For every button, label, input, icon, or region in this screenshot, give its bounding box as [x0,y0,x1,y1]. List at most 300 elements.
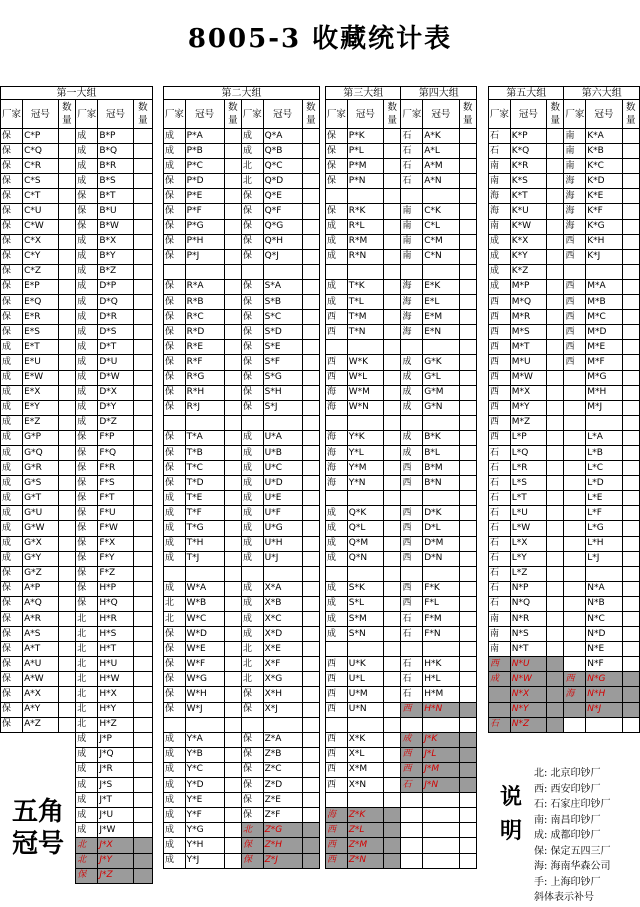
cell-qty [459,491,476,506]
cell-crown: M*R [510,310,546,325]
cell-factory: 西 [326,838,348,853]
cell-factory: 保 [164,687,186,702]
cell-crown: F*U [98,506,133,521]
cell-factory: 保 [76,189,98,204]
cell-factory: 海 [401,295,423,310]
cell-qty [384,536,401,551]
table-row [164,581,320,596]
cell-qty [622,340,639,355]
cell-factory: 保 [164,657,186,672]
cell-factory: 西 [401,581,423,596]
cell-factory: 海 [326,430,348,445]
column-header-factory: 厂家 [164,100,186,129]
cell-crown: E*K [423,279,459,294]
cell-factory: 石 [489,581,511,596]
cell-qty [224,747,241,762]
cell-qty [302,566,319,581]
cell-qty [133,868,152,883]
cell-factory: 石 [401,612,423,627]
column-header-crown: 冠号 [347,100,383,129]
cell-factory: 保 [1,295,23,310]
cell-factory: 南 [489,219,511,234]
cell-qty [58,234,76,249]
cell-crown: E*N [423,325,459,340]
cell-qty [459,793,476,808]
cell-factory: 成 [241,596,263,611]
cell-factory: 成 [76,279,98,294]
cell-factory: 北 [241,823,263,838]
cell-factory: 西 [489,657,511,672]
cell-factory: 成 [164,778,186,793]
cell-crown: E*L [423,295,459,310]
cell-crown: T*M [347,310,383,325]
cell-factory [489,702,511,717]
cell-factory: 成 [1,400,23,415]
cell-crown: K*H [586,234,622,249]
cell-factory: 成 [401,445,423,460]
cell-qty [58,762,76,777]
cell-qty [547,657,564,672]
cell-crown: Z*E [263,793,302,808]
cell-factory: 成 [76,732,98,747]
cell-factory [401,189,423,204]
cell-crown: R*L [347,219,383,234]
cell-factory [241,566,263,581]
table-row [1,340,153,355]
cell-qty [459,461,476,476]
table-row [489,521,640,536]
cell-crown: P*G [185,219,224,234]
table-row [1,159,153,174]
cell-crown [423,491,459,506]
cell-crown: A*T [23,642,58,657]
table-row [164,234,320,249]
table-row [1,264,153,279]
cell-crown: X*E [263,642,302,657]
cell-crown [347,793,383,808]
table-row [1,144,153,159]
cell-factory [241,415,263,430]
cell-factory: 保 [241,793,263,808]
cell-factory: 保 [241,234,263,249]
cell-crown: A*X [23,687,58,702]
table-row [326,219,477,234]
cell-factory [564,536,586,551]
cell-qty [133,627,152,642]
cell-factory: 成 [401,370,423,385]
cell-factory: 西 [564,295,586,310]
cell-crown: H*N [423,702,459,717]
cell-qty [58,521,76,536]
cell-qty [133,642,152,657]
cell-qty [459,340,476,355]
cell-qty [58,189,76,204]
cell-qty [224,385,241,400]
cell-qty [459,823,476,838]
cell-factory: 北 [241,174,263,189]
cell-qty [547,415,564,430]
cell-crown: Y*K [347,430,383,445]
cell-qty [302,551,319,566]
cell-factory: 成 [164,506,186,521]
cell-crown [423,566,459,581]
cell-factory: 西 [401,596,423,611]
table-row [164,853,320,868]
cell-factory: 成 [326,612,348,627]
cell-crown: X*C [263,612,302,627]
table-row [164,295,320,310]
cell-crown: Z*M [347,838,383,853]
table-row [164,144,320,159]
cell-qty [622,476,639,491]
cell-crown: J*X [98,838,133,853]
cell-crown: M*W [510,370,546,385]
cell-qty [547,445,564,460]
table-row [489,129,640,144]
cell-crown: C*Q [23,144,58,159]
cell-factory: 保 [326,129,348,144]
cell-crown: F*N [423,627,459,642]
cell-qty [302,702,319,717]
cell-crown: E*W [23,370,58,385]
cell-factory: 保 [164,672,186,687]
table-row [326,476,477,491]
cell-crown: A*P [23,581,58,596]
table-row [1,325,153,340]
cell-qty [384,249,401,264]
cell-qty [302,159,319,174]
cell-qty [459,415,476,430]
cell-crown: Z*C [263,762,302,777]
cell-factory: 石 [401,657,423,672]
cell-factory: 海 [401,279,423,294]
cell-factory: 保 [1,204,23,219]
cell-factory [401,823,423,838]
cell-qty [547,627,564,642]
cell-qty [547,249,564,264]
table-row [1,732,153,747]
cell-crown: J*S [98,778,133,793]
table-row [326,687,477,702]
cell-crown: U*E [263,491,302,506]
cell-crown: E*S [23,325,58,340]
cell-qty [224,612,241,627]
table-row [1,234,153,249]
legend-title-char: 说 [499,784,522,810]
cell-qty [384,129,401,144]
cell-factory: 成 [76,355,98,370]
cell-factory: 保 [1,144,23,159]
cell-qty [622,129,639,144]
table-row [1,129,153,144]
cell-crown: K*B [586,144,622,159]
cell-factory: 成 [326,521,348,536]
cell-crown: X*F [263,657,302,672]
cell-qty [224,476,241,491]
cell-factory: 石 [489,717,511,732]
cell-factory: 西 [564,355,586,370]
cell-factory: 北 [76,717,98,732]
cell-crown [185,566,224,581]
column-header-crown: 冠号 [586,100,622,129]
cell-qty [547,400,564,415]
cell-qty [622,687,639,702]
cell-qty [547,521,564,536]
cell-crown: A*S [23,627,58,642]
table-row [164,385,320,400]
cell-crown: S*N [347,627,383,642]
cell-qty [224,551,241,566]
cell-factory: 成 [401,732,423,747]
cell-qty [58,204,76,219]
cell-factory: 保 [241,189,263,204]
cell-crown: K*Y [510,249,546,264]
cell-crown: G*S [23,476,58,491]
cell-qty [224,702,241,717]
cell-crown: N*R [510,612,546,627]
cell-factory: 保 [1,642,23,657]
cell-crown [347,566,383,581]
cell-crown: H*X [98,687,133,702]
table-row [326,249,477,264]
cell-qty [224,249,241,264]
cell-qty [384,853,401,868]
table-row [326,672,477,687]
cell-crown [423,717,459,732]
cell-qty [58,581,76,596]
cell-qty [459,551,476,566]
cell-crown: R*M [347,234,383,249]
cell-qty [384,732,401,747]
cell-crown: J*R [98,762,133,777]
cell-qty [133,551,152,566]
cell-factory: 成 [489,672,511,687]
cell-crown [423,189,459,204]
table-row [1,355,153,370]
cell-factory: 石 [401,687,423,702]
cell-crown [23,747,58,762]
cell-factory: 成 [1,536,23,551]
cell-qty [384,415,401,430]
cell-factory: 成 [241,551,263,566]
cell-crown: E*Q [23,295,58,310]
cell-crown: D*Q [98,295,133,310]
cell-qty [302,823,319,838]
cell-factory [326,340,348,355]
cell-qty [224,687,241,702]
cell-crown: W*F [185,657,224,672]
cell-crown: H*Y [98,702,133,717]
cell-factory: 成 [326,279,348,294]
cell-factory: 海 [326,808,348,823]
cell-crown: M*P [510,279,546,294]
cell-factory: 南 [401,249,423,264]
cell-factory: 保 [76,491,98,506]
cell-factory: 保 [76,476,98,491]
cell-qty [133,370,152,385]
cell-crown: G*R [23,461,58,476]
cell-factory: 北 [76,853,98,868]
cell-crown: X*D [263,627,302,642]
cell-crown: M*U [510,355,546,370]
cell-qty [133,129,152,144]
cell-qty [302,717,319,732]
cell-crown: B*N [423,476,459,491]
cell-factory [564,430,586,445]
cell-qty [224,732,241,747]
table-row [489,234,640,249]
cell-factory: 保 [76,461,98,476]
cell-qty [459,400,476,415]
cell-factory: 保 [76,445,98,460]
cell-crown: Z*H [263,838,302,853]
cell-crown: D*U [98,355,133,370]
cell-crown: C*K [423,204,459,219]
cell-factory: 南 [489,174,511,189]
cell-factory: 成 [76,415,98,430]
cell-qty [459,521,476,536]
cell-crown: S*M [347,612,383,627]
cell-crown: P*E [185,189,224,204]
cell-qty [58,566,76,581]
cell-qty [459,627,476,642]
cell-factory: 石 [401,627,423,642]
cell-qty [302,687,319,702]
cell-crown: L*T [510,491,546,506]
cell-crown: G*M [423,385,459,400]
table-row [1,778,153,793]
cell-qty [622,627,639,642]
cell-qty [547,370,564,385]
cell-qty [384,340,401,355]
cell-factory: 保 [76,536,98,551]
cell-qty [224,823,241,838]
cell-qty [459,566,476,581]
cell-qty [384,430,401,445]
cell-qty [622,506,639,521]
column-header-row [326,100,477,129]
cell-crown: E*U [23,355,58,370]
column-header-qty: 数量 [459,100,476,129]
cell-qty [133,778,152,793]
cell-factory [401,264,423,279]
table-row [326,838,477,853]
cell-qty [302,672,319,687]
cell-factory [564,461,586,476]
cell-qty [459,264,476,279]
column-header-qty: 数量 [133,100,152,129]
cell-factory: 海 [401,310,423,325]
cell-qty [224,264,241,279]
cell-qty [133,596,152,611]
cell-crown: G*W [23,521,58,536]
cell-factory: 成 [1,340,23,355]
cell-crown: H*L [423,672,459,687]
group-header: 第二大组 [164,87,320,100]
table-row [164,430,320,445]
cell-crown: L*F [586,506,622,521]
cell-factory [564,551,586,566]
cell-qty [133,581,152,596]
cell-crown: L*B [586,445,622,460]
cell-qty [384,823,401,838]
cell-qty [302,476,319,491]
cell-factory: 保 [1,249,23,264]
table-row [1,581,153,596]
cell-crown: Q*L [347,521,383,536]
cell-factory [326,717,348,732]
table-row [489,627,640,642]
cell-factory: 保 [1,310,23,325]
cell-factory: 成 [76,264,98,279]
cell-crown: K*W [510,219,546,234]
table-row [164,642,320,657]
cell-crown: L*J [586,551,622,566]
cell-qty [58,642,76,657]
cell-factory [564,521,586,536]
column-header-factory: 厂家 [241,100,263,129]
cell-factory: 保 [241,219,263,234]
cell-crown: H*K [423,657,459,672]
table-row [489,672,640,687]
cell-factory: 海 [401,325,423,340]
table-row [164,612,320,627]
cell-factory: 成 [326,234,348,249]
cell-qty [622,264,639,279]
cell-factory: 北 [164,612,186,627]
table-row [164,762,320,777]
cell-qty [133,732,152,747]
cell-qty [302,732,319,747]
cell-qty [622,279,639,294]
cell-factory: 海 [326,461,348,476]
table-group-3-4 [325,86,477,869]
cell-crown: E*P [23,279,58,294]
cell-crown: E*Y [23,400,58,415]
cell-qty [302,355,319,370]
cell-crown: S*D [263,325,302,340]
cell-crown: N*Q [510,596,546,611]
cell-crown: K*Z [510,264,546,279]
cell-qty [58,506,76,521]
cell-factory: 保 [76,521,98,536]
cell-qty [224,295,241,310]
cell-crown: Y*M [347,461,383,476]
cell-factory: 保 [241,249,263,264]
cell-qty [459,762,476,777]
cell-qty [547,189,564,204]
cell-factory: 北 [164,596,186,611]
cell-factory: 保 [1,189,23,204]
table-row [326,491,477,506]
cell-factory: 石 [489,521,511,536]
cell-qty [384,627,401,642]
cell-crown: M*H [586,385,622,400]
cell-qty [133,491,152,506]
cell-crown [586,566,622,581]
cell-qty [384,189,401,204]
table-row [164,325,320,340]
cell-factory: 南 [489,642,511,657]
column-header-qty: 数量 [58,100,76,129]
cell-crown: X*K [347,732,383,747]
cell-factory: 西 [489,400,511,415]
cell-qty [384,400,401,415]
cell-qty [622,310,639,325]
cell-factory [401,808,423,823]
cell-qty [224,159,241,174]
table-row [1,536,153,551]
